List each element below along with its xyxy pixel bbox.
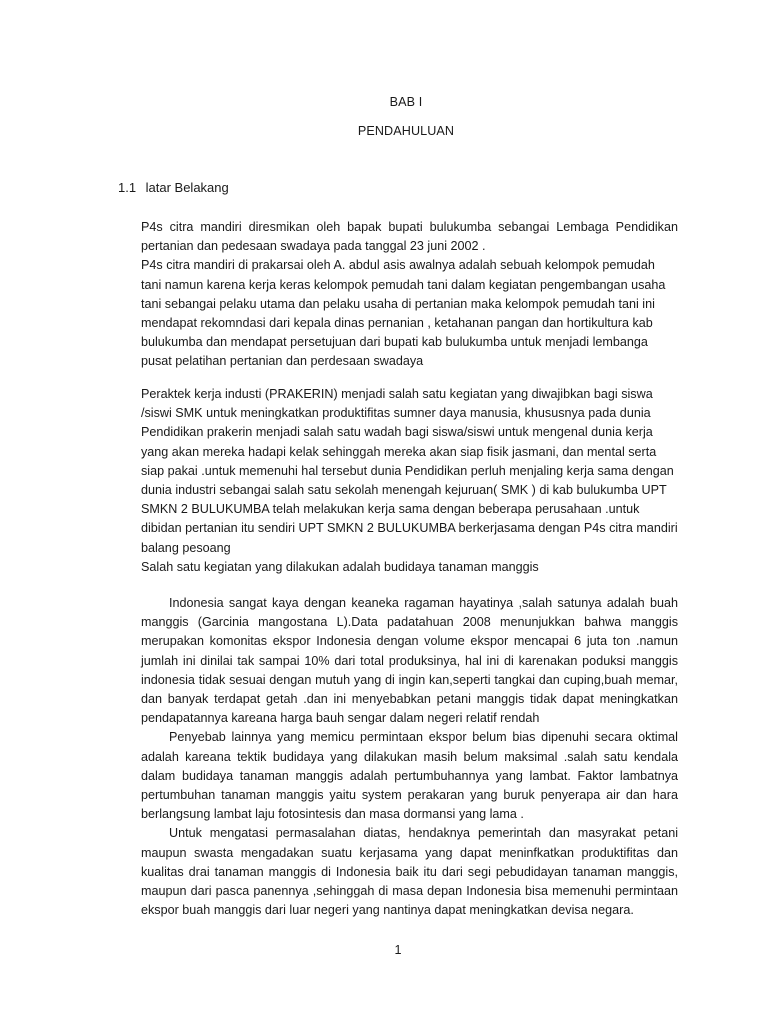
paragraph-block-3 — [141, 594, 678, 920]
section-title: latar Belakang — [145, 180, 229, 195]
paragraph: Peraktek kerja industi (PRAKERIN) menjadi salah satu kegiatan yang diwajibkan bagi siswa /siswi SMK untuk meningkatkan produktifitas sumner daya manusia, khususnya pada dunia Pendidikan prakerin menjadi salah satu wadah bagi siswa/siswi untuk mengenal dunia kerja yang akan mereka hadapi kelak sehinggah mereka akan siap fisik jasmani, dan mental serta siap pakai .untuk memenuhi hal tersebut dunia Pendidikan perluh menjaling kerja sama dengan dunia industri sebangai salah satu sekolah menengah kejuruan( SMK ) di kab bulukumba UPT SMKN 2 BULUKUMBA telah melakukan kerja sama dengan beberapa perusahaan .untuk dibidan pertanian itu sendiri UPT SMKN 2 BULUKUMBA berkerjasama dengan P4s citra mandiri balang pesoang — [141, 387, 678, 555]
paragraph-block-1 — [141, 218, 678, 372]
section-number: 1.1 — [118, 180, 137, 195]
paragraph: P4s citra mandiri di prakarsai oleh A. abdul asis awalnya adalah sebuah kelompok pemudah tani namun karena kerja keras kelompok pemudah tani dalam kegiatan pengembangan usaha tani sebangai pelaku utama dan pelaku usaha di pertanian maka kelompok pemudah tani ini mendapat rekomndasi dari kepala dinas pernanian , ketahanan pangan dan hortikultura kab bulukumba dan mendapat persetujuan dari bupati kab bulukumba untuk menjadi lembanga pusat pelatihan pertanian dan perdesaan swadaya — [141, 258, 666, 369]
paragraph: Salah satu kegiatan yang dilakukan adalah budidaya tanaman manggis — [141, 559, 539, 574]
chapter-label: BAB I — [389, 95, 423, 109]
paragraph: P4s citra mandiri diresmikan oleh bapak bupati bulukumba sebangai Lembaga Pendidikan pertanian dan pedesaan swadaya pada tanggal 23 juni 2002 . — [141, 220, 678, 254]
chapter-title: PENDAHULUAN — [357, 124, 455, 138]
paragraph: Indonesia sangat kaya dengan keaneka ragaman hayatinya ,salah satunya adalah buah manggis (Garcinia mangostana L).Data padatahuan 2008 menunjukkan bahwa manggis merupakan komonitas ekspor Indonesia dengan volume ekspor mencapai 6 juta ton .namun jumlah ini dinilai tak sampai 10% dari total produksinya, hal ini di karenakan poduksi manggis indonesia tidak sesuai dengan mutuh yang di ingin kan,seperti tangkai dan cuping,buah memar, dan banyak terdapat getah .dan ini menyebabkan petani manggis tidak dapat meningkatkan pendapatannya kareana harga bauh sengar dalam negeri relatif rendah — [141, 596, 678, 726]
paragraph-block-2 — [141, 385, 678, 577]
page-number: 1 — [394, 943, 402, 957]
paragraph: Untuk mengatasi permasalahan diatas, hendaknya pemerintah dan masyrakat petani maupun swasta mengadakan suatu kerjasama yang dapat meninfkatkan produktifitas dan kualitas drai tanaman manggis di Indonesia baik itu dari segi pebudidayan tanaman manggis, maupun dari pasca panennya ,sehinggah di masa depan Indonesia bisa memenuhi permintaan ekspor buah manggis dari luar negeri yang nantinya dapat meningkatkan devisa negara. — [141, 826, 678, 918]
paragraph: Penyebab lainnya yang memicu permintaan ekspor belum bias dipenuhi secara oktimal adalah kareana tektik budidaya yang dilakukan masih belum maksimal .salah satu kendala dalam budidaya tanaman manggis adalah pertumbuhannya yang lambat. Faktor lambatnya pertumbuhan tanaman manggis yaitu system perakaran yang buruk penyerapa air dan hara berlangsung lambat laju fotosintesis dan masa dormansi yang lama . — [141, 730, 678, 822]
section-heading — [118, 180, 229, 195]
